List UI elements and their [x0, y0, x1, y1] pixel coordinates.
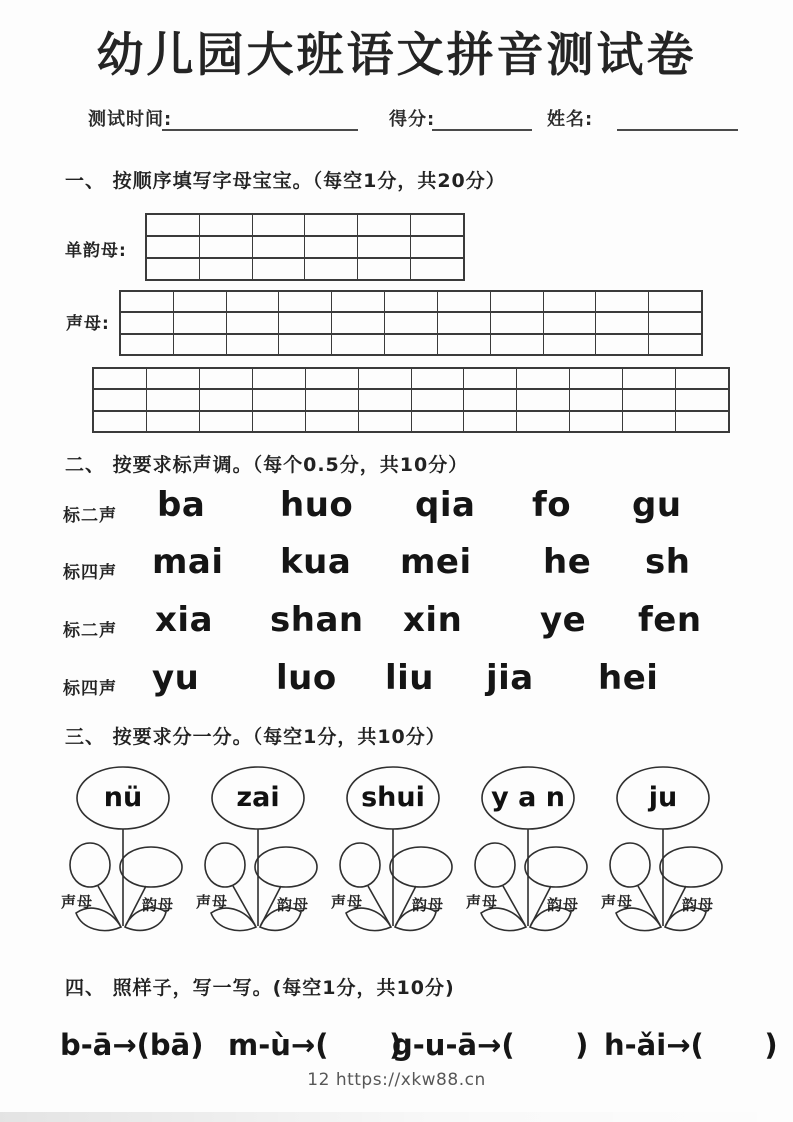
tone-row-label: 标四声 [63, 679, 117, 699]
grid-cell [200, 215, 252, 235]
write-item: g-u-ā→( ) [392, 1028, 589, 1062]
score-blank-line [432, 129, 532, 131]
grid-cell [200, 412, 252, 431]
dan-yunmu-grid [145, 213, 465, 281]
syllable: xin [403, 600, 463, 640]
grid-cell [623, 369, 675, 388]
tone-row-label: 标二声 [63, 506, 117, 526]
grid-cell [649, 335, 701, 354]
grid-cell [200, 390, 252, 409]
grid-cell [306, 390, 358, 409]
syllable: hei [598, 658, 659, 698]
shengmu-branch-label: 声母 [466, 893, 499, 911]
grid-cell [94, 369, 146, 388]
syllable: huo [280, 485, 354, 525]
grid-cell [412, 369, 464, 388]
grid-cell [279, 292, 331, 311]
grid-cell [676, 412, 728, 431]
flower-syllable: ju [648, 782, 678, 813]
grid-cell [438, 335, 490, 354]
grid-cell [200, 259, 252, 279]
syllable: sh [645, 542, 691, 582]
grid-cell [544, 292, 596, 311]
grid-cell [332, 335, 384, 354]
page-title: 幼儿园大班语文拼音测试卷 [96, 28, 697, 83]
syllable: luo [276, 658, 337, 698]
grid-cell [94, 412, 146, 431]
flower-syllable: y a n [491, 782, 565, 813]
grid-cell [385, 313, 437, 332]
grid-cell [121, 313, 173, 332]
grid-cell [464, 412, 516, 431]
shengmu-branch-label: 声母 [61, 893, 94, 911]
grid-cell [411, 215, 463, 235]
write-item: h-ǎi→( ) [604, 1028, 778, 1062]
grid-cell [227, 335, 279, 354]
grid-cell [596, 313, 648, 332]
syllable-flower [598, 765, 728, 940]
section3-heading: 三、 按要求分一分。（每空1分，共10分） [65, 726, 446, 748]
grid-cell [570, 412, 622, 431]
syllable-flower [328, 765, 458, 940]
grid-cell [358, 259, 410, 279]
grid-cell [253, 237, 305, 257]
grid-cell [332, 313, 384, 332]
grid-cell [200, 237, 252, 257]
grid-cell [517, 369, 569, 388]
grid-cell [147, 390, 199, 409]
grid-cell [464, 390, 516, 409]
syllable: liu [385, 658, 435, 698]
grid-cell [623, 390, 675, 409]
grid-cell [359, 390, 411, 409]
test-time-blank-line [162, 129, 358, 131]
grid-cell [385, 335, 437, 354]
grid-cell [358, 237, 410, 257]
grid-cell [147, 412, 199, 431]
syllable: kua [280, 542, 352, 582]
flower-syllable: zai [236, 782, 280, 813]
syllable-flower [463, 765, 593, 940]
syllable: xia [155, 600, 214, 640]
name-label: 姓名: [547, 109, 594, 130]
grid-cell [305, 215, 357, 235]
grid-cell [253, 412, 305, 431]
grid-cell [227, 292, 279, 311]
flower-syllable: nü [103, 782, 143, 813]
syllable: jia [486, 658, 534, 698]
tone-row-label: 标二声 [63, 621, 117, 641]
grid-cell [174, 292, 226, 311]
shengmu-branch-label: 声母 [331, 893, 364, 911]
syllable: shan [270, 600, 364, 640]
yunmu-branch-label: 韵母 [142, 896, 175, 914]
grid-cell [544, 335, 596, 354]
grid-cell [305, 259, 357, 279]
grid-cell [253, 369, 305, 388]
grid-cell [676, 369, 728, 388]
grid-cell [306, 412, 358, 431]
test-time-label: 测试时间: [88, 109, 173, 130]
syllable: yu [152, 658, 200, 698]
section2-heading: 二、 按要求标声调。（每个0.5分，共10分） [65, 454, 469, 476]
grid-cell [279, 313, 331, 332]
grid-cell [412, 412, 464, 431]
shengmu-grid-row1 [119, 290, 703, 356]
grid-cell [623, 412, 675, 431]
grid-cell [517, 390, 569, 409]
example-item: b-ā→(bā) [60, 1028, 204, 1062]
syllable: gu [632, 485, 682, 525]
score-label: 得分: [389, 109, 436, 130]
grid-cell [306, 369, 358, 388]
yunmu-branch-label: 韵母 [682, 896, 715, 914]
grid-cell [491, 335, 543, 354]
dan-yunmu-label: 单韵母: [65, 241, 127, 261]
grid-cell [491, 313, 543, 332]
shengmu-branch-label: 声母 [196, 893, 229, 911]
yunmu-branch-label: 韵母 [412, 896, 445, 914]
syllable: fo [532, 485, 572, 525]
shengmu-label: 声母: [66, 314, 110, 334]
grid-cell [596, 292, 648, 311]
grid-cell [649, 313, 701, 332]
syllable: fen [638, 600, 702, 640]
grid-cell [411, 259, 463, 279]
syllable-flower [193, 765, 323, 940]
grid-cell [253, 390, 305, 409]
grid-cell [596, 335, 648, 354]
grid-cell [544, 313, 596, 332]
yunmu-branch-label: 韵母 [547, 896, 580, 914]
grid-cell [358, 215, 410, 235]
grid-cell [570, 390, 622, 409]
grid-cell [359, 369, 411, 388]
tone-row-label: 标四声 [63, 563, 117, 583]
grid-cell [174, 335, 226, 354]
syllable: mai [152, 542, 224, 582]
grid-cell [253, 215, 305, 235]
grid-cell [385, 292, 437, 311]
syllable: ba [157, 485, 206, 525]
grid-cell [464, 369, 516, 388]
grid-cell [332, 292, 384, 311]
grid-cell [438, 313, 490, 332]
grid-cell [200, 369, 252, 388]
grid-cell [147, 259, 199, 279]
shengmu-branch-label: 声母 [601, 893, 634, 911]
grid-cell [121, 292, 173, 311]
grid-cell [411, 237, 463, 257]
grid-cell [147, 215, 199, 235]
grid-cell [570, 369, 622, 388]
shengmu-grid-row2 [92, 367, 730, 433]
grid-cell [305, 237, 357, 257]
grid-cell [359, 412, 411, 431]
grid-cell [174, 313, 226, 332]
grid-cell [438, 292, 490, 311]
syllable: he [543, 542, 592, 582]
grid-cell [279, 335, 331, 354]
grid-cell [121, 335, 173, 354]
section1-heading: 一、 按顺序填写字母宝宝。（每空1分，共20分） [65, 170, 506, 192]
yunmu-branch-label: 韵母 [277, 896, 310, 914]
grid-cell [253, 259, 305, 279]
flower-syllable: shui [361, 782, 425, 813]
section4-heading: 四、 照样子，写一写。(每空1分，共10分) [65, 977, 455, 999]
grid-cell [412, 390, 464, 409]
write-item: m-ù→( ) [228, 1028, 403, 1062]
grid-cell [147, 369, 199, 388]
name-blank-line [617, 129, 738, 131]
syllable-flower [58, 765, 188, 940]
grid-cell [94, 390, 146, 409]
grid-cell [227, 313, 279, 332]
grid-cell [491, 292, 543, 311]
grid-cell [517, 412, 569, 431]
grid-cell [649, 292, 701, 311]
grid-cell [676, 390, 728, 409]
syllable: qia [415, 485, 476, 525]
syllable: ye [540, 600, 587, 640]
grid-cell [147, 237, 199, 257]
syllable: mei [400, 542, 472, 582]
footer-site-note: 12 https://xkw88.cn [307, 1070, 486, 1090]
